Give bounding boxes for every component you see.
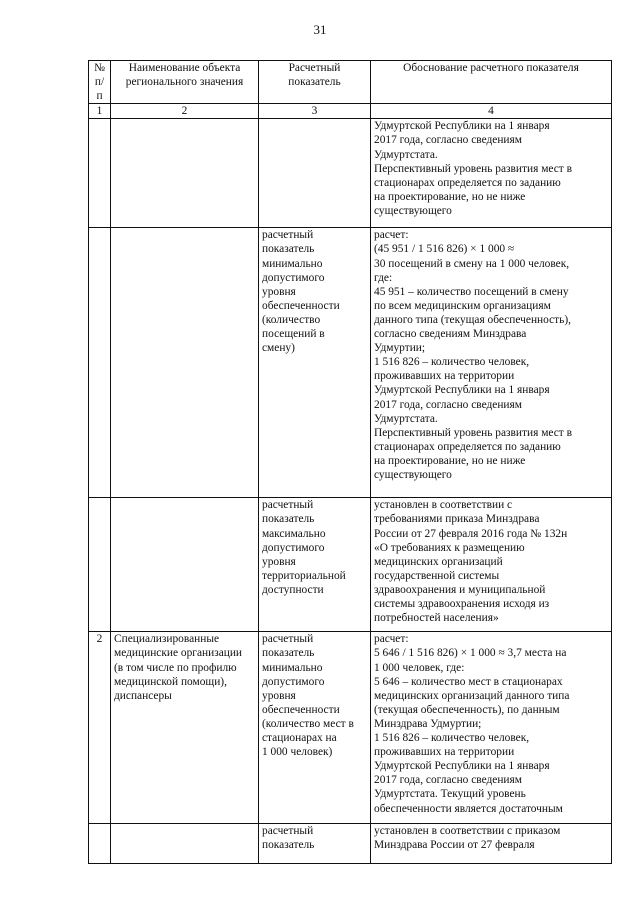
text-line: проживавших на территории — [374, 746, 515, 759]
text-line: 45 951 – количество посещений в смену — [374, 285, 569, 298]
indicator-cell — [259, 119, 371, 228]
text-line: минимально — [262, 661, 323, 674]
text-line: здравоохранения и муниципальной — [374, 583, 546, 596]
text-line: 30 посещений в смену на 1 000 человек, — [374, 257, 570, 270]
text-line: где: — [374, 271, 393, 284]
text-line: государственной системы — [374, 569, 500, 582]
text-line: по всем медицинским организациям — [374, 299, 551, 312]
text-line: расчетный — [262, 229, 314, 242]
text-line: допустимого — [262, 541, 325, 554]
text-line: Удмуртской Республики на 1 января — [374, 120, 550, 133]
table-row — [89, 119, 612, 228]
text-line: проживавших на территории — [374, 370, 515, 383]
text-line: Минздрава России от 27 февраля — [374, 839, 535, 852]
row-number — [89, 228, 111, 498]
text-line: минимально — [262, 257, 323, 270]
table-row — [89, 632, 612, 824]
text-line: системы здравоохранения исходя из — [374, 598, 550, 611]
text-line: уровня — [262, 555, 296, 568]
column-number: 2 — [111, 104, 259, 119]
row-number — [89, 119, 111, 228]
text-line: стационарах определяется по заданию — [374, 176, 561, 189]
text-line: стационарах на — [262, 732, 337, 745]
text-line: расчетный — [262, 825, 314, 838]
text-line: посещений в — [262, 328, 325, 341]
text-line: (количество — [262, 313, 321, 326]
row-number — [89, 498, 111, 632]
text-line: медицинской помощи), — [114, 675, 227, 688]
justification-cell — [371, 632, 612, 824]
text-line: медицинские организации — [114, 647, 243, 660]
header-indicator: Расчетный показатель — [259, 61, 371, 104]
text-line: (количество мест в — [262, 717, 354, 730]
text-line: 2017 года, согласно сведениям — [374, 134, 522, 147]
text-line: обеспеченности — [262, 703, 340, 716]
text-line: обеспеченности — [262, 299, 340, 312]
indicator-cell — [259, 824, 371, 864]
row-number — [89, 824, 111, 864]
text-line: уровня — [262, 285, 296, 298]
object-name-cell — [111, 632, 259, 824]
text-line: стационарах определяется по заданию — [374, 440, 561, 453]
text-line: медицинских организаций — [374, 555, 503, 568]
text-line: данного типа (текущая обеспеченность), — [374, 313, 571, 326]
text-line: медицинских организаций данного типа — [374, 689, 570, 702]
text-line: существующего — [374, 204, 452, 217]
text-line: допустимого — [262, 271, 325, 284]
text-line: показатель — [262, 243, 315, 256]
text-line: расчет: — [374, 229, 409, 242]
text-line: Перспективный уровень развития мест в — [374, 162, 572, 175]
table-header-row — [89, 61, 612, 104]
text-line: (текущая обеспеченность), по данным — [374, 703, 560, 716]
text-line: Удмуртстата. — [374, 148, 438, 161]
text-line: установлен в соответствии с — [374, 499, 513, 512]
column-number: 3 — [259, 104, 371, 119]
justification-cell — [371, 119, 612, 228]
object-name-cell — [111, 824, 259, 864]
text-line: 1 516 826 – количество человек, — [374, 732, 530, 745]
indicator-cell — [259, 498, 371, 632]
text-line: требованиями приказа Минздрава — [374, 513, 540, 526]
text-line: Специализированные — [114, 633, 220, 646]
text-line: 1 000 человек) — [262, 746, 333, 759]
text-line: 2017 года, согласно сведениям — [374, 398, 522, 411]
text-line: (45 951 / 1 516 826) × 1 000 ≈ — [374, 243, 515, 256]
table-row — [89, 824, 612, 864]
text-line: 5 646 / 1 516 826) × 1 000 ≈ 3,7 места на — [374, 647, 567, 660]
column-number-row — [89, 104, 612, 119]
justification-cell — [371, 228, 612, 498]
text-line: (в том числе по профилю — [114, 661, 237, 674]
indicator-cell — [259, 228, 371, 498]
text-line: существующего — [374, 468, 452, 481]
text-line: согласно сведениям Минздрава — [374, 328, 527, 341]
text-line: Удмуртии; — [374, 342, 426, 355]
text-line: диспансеры — [114, 689, 172, 702]
object-name-cell — [111, 228, 259, 498]
text-line: Минздрава Удмуртии; — [374, 717, 482, 730]
text-line: допустимого — [262, 675, 325, 688]
text-line: Удмуртской Республики на 1 января — [374, 760, 550, 773]
justification-cell — [371, 498, 612, 632]
text-line: уровня — [262, 689, 296, 702]
text-line: на проектирование, но не ниже — [374, 190, 526, 203]
text-line: «О требованиях к размещению — [374, 541, 525, 554]
text-line: потребностей населения» — [374, 612, 499, 625]
text-line: Удмуртской Республики на 1 января — [374, 384, 550, 397]
object-name-cell — [111, 119, 259, 228]
text-line: расчетный — [262, 633, 314, 646]
header-justification: Обоснование расчетного показателя — [371, 61, 612, 104]
text-line: показатель — [262, 839, 315, 852]
row-number: 2 — [89, 632, 111, 824]
text-line: показатель — [262, 513, 315, 526]
page-number: 31 — [313, 22, 327, 37]
text-line: 1 516 826 – количество человек, — [374, 356, 530, 369]
text-line: Удмуртстата. Текущий уровень — [374, 788, 526, 801]
text-line: доступности — [262, 583, 324, 596]
text-line: обеспеченности является достаточным — [374, 802, 563, 815]
text-line: смену) — [262, 342, 295, 355]
indicator-cell — [259, 632, 371, 824]
text-line: показатель — [262, 647, 315, 660]
object-name-cell — [111, 498, 259, 632]
table-row — [89, 498, 612, 632]
text-line: 2017 года, согласно сведениям — [374, 774, 522, 787]
text-line: расчет: — [374, 633, 409, 646]
column-number: 4 — [371, 104, 612, 119]
regional-objects-table — [88, 60, 612, 864]
column-number: 1 — [89, 104, 111, 119]
text-line: максимально — [262, 527, 326, 540]
text-line: установлен в соответствии с приказом — [374, 825, 561, 838]
text-line: Перспективный уровень развития мест в — [374, 426, 572, 439]
header-object-name: Наименование объекта регионального значения — [111, 61, 259, 104]
text-line: 1 000 человек, где: — [374, 661, 465, 674]
text-line: расчетный — [262, 499, 314, 512]
text-line: на проектирование, но не ниже — [374, 454, 526, 467]
justification-cell — [371, 824, 612, 864]
header-num: № п/п — [89, 61, 111, 104]
text-line: России от 27 февраля 2016 года № 132н — [374, 527, 568, 540]
text-line: 5 646 – количество мест в стационарах — [374, 675, 563, 688]
text-line: Удмуртстата. — [374, 412, 438, 425]
text-line: территориальной — [262, 569, 346, 582]
table-row — [89, 228, 612, 498]
